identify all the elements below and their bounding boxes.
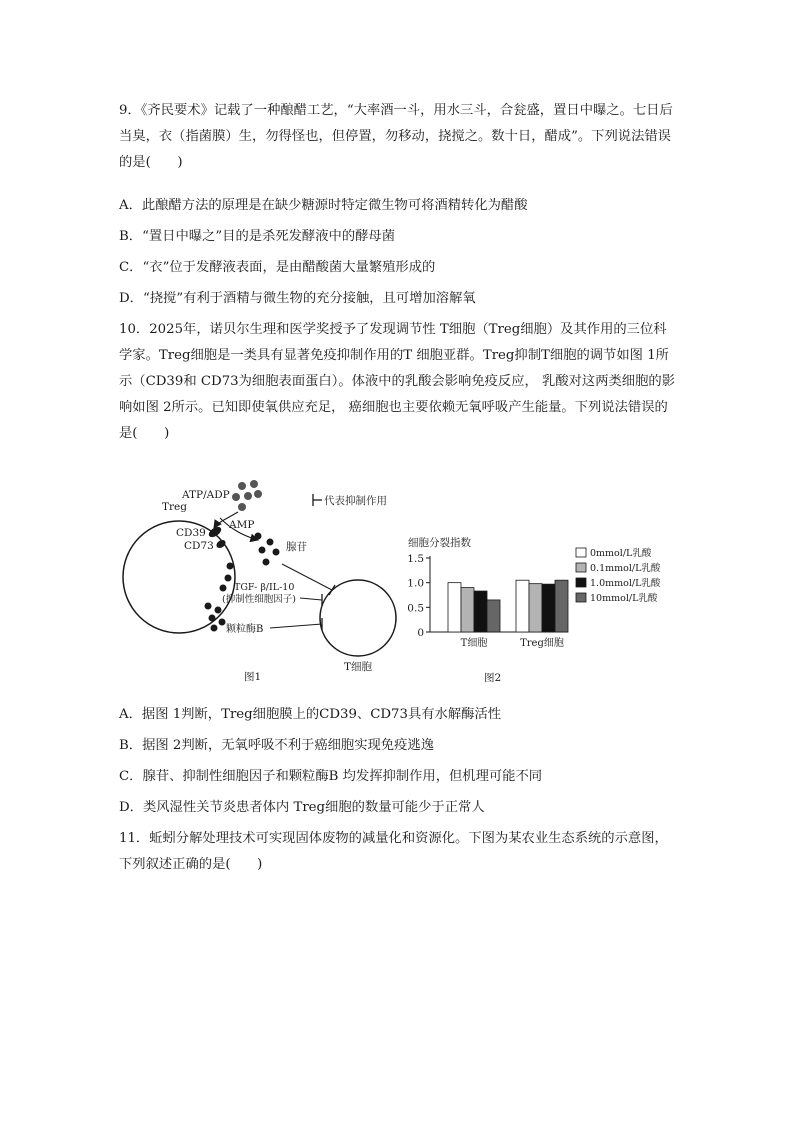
t-cell-label: T细胞 xyxy=(344,661,373,673)
q10-option-d: D．类风湿性关节炎患者体内 Treg细胞的数量可能少于正常人 xyxy=(119,800,485,815)
y-tick-label: 1.5 xyxy=(407,553,424,565)
legend-swatch xyxy=(576,563,586,572)
bar xyxy=(529,584,542,632)
y-tick-label: 0.5 xyxy=(407,602,424,615)
granzyme-inhibit-line xyxy=(270,624,322,628)
q10-option-c: C．腺苷、抑制性细胞因子和颗粒酶B 均发挥抑制作用，但机理可能不同 xyxy=(119,769,543,784)
q9-option-b: B．“置日中曝之”目的是杀死发酵液中的酵母菌 xyxy=(119,229,396,244)
treg-label: Treg xyxy=(162,501,187,513)
cytokine-inhibit-line xyxy=(300,598,322,600)
amp-label: AMP xyxy=(229,519,255,531)
category-label: Treg细胞 xyxy=(520,638,564,649)
y-tick-label: 1.0 xyxy=(407,577,424,590)
bar xyxy=(474,591,487,632)
legend-swatch xyxy=(576,548,586,557)
bar xyxy=(461,588,474,632)
q10-option-b: B．据图 2判断，无氧呼吸不利于癌细胞实现免疫逃逸 xyxy=(119,738,434,753)
y-axis-label: 细胞分裂指数 xyxy=(408,537,471,549)
y-tick-label: 0 xyxy=(417,627,424,639)
bar xyxy=(487,600,500,632)
atp-molecules xyxy=(232,480,262,511)
inhibition-legend: 代表抑制作用 xyxy=(324,495,387,507)
granzyme-molecules xyxy=(205,603,226,632)
bar xyxy=(516,580,529,632)
legend-label: 0mmol/L乳酸 xyxy=(590,548,652,559)
bar xyxy=(542,584,555,632)
legend-label: 0.1mmol/L乳酸 xyxy=(590,563,661,574)
figure-1 xyxy=(110,470,410,690)
adenosine-molecules xyxy=(255,533,280,566)
adenosine-label: 腺苷 xyxy=(286,541,307,553)
q9-option-d: D．“挠搅”有利于酒精与微生物的充分接触，且可增加溶解氧 xyxy=(119,291,476,306)
q9-option-a: A．此酿醋方法的原理是在缺少糖源时特定微生物可将酒精转化为醋酸 xyxy=(119,198,528,213)
q9-stem: 9．《齐民要术》记载了一种酿醋工艺，“大率酒一斗，用水三斗，合瓮盛，置日中曝之。七日后当臭，衣（指菌膜）生，勿得怪也，但停置，勿移动，挠搅之。数十日，醋成”。下列说法错误的是( ) xyxy=(119,103,673,170)
tgf-note: (抑制性细胞因子) xyxy=(222,594,296,605)
cd73-label: CD73 xyxy=(184,540,214,552)
category-label: T细胞 xyxy=(460,638,488,649)
q10-stem: 10．2025年，诺贝尔生理和医学奖授予了发现调节性 T细胞（Treg细胞）及其作用的三位科学家。Treg细胞是一类具有显著免疫抑制作用的T 细胞亚群。Treg抑制T细胞的调节如图 1所示（CD39和 CD73为细胞表面蛋白）。体液中的乳酸会影响免疫反应， 乳酸对这两类细胞的影响如图 2所示。已知即使氧供应充足， 癌细胞也主要依赖无氧呼吸产生能量。下列说法错误的是( ) xyxy=(119,322,675,441)
figure-2-caption: 图2 xyxy=(484,672,502,684)
t-cell xyxy=(320,580,396,656)
figure-1-caption: 图1 xyxy=(244,671,262,683)
bar xyxy=(448,583,461,632)
figure-2-chart xyxy=(402,528,692,688)
cytokine-molecules xyxy=(220,563,234,592)
bar xyxy=(555,580,568,632)
tgf-label: TGF- β/IL-10 xyxy=(234,582,295,593)
q10-option-a: A．据图 1判断，Treg细胞膜上的CD39、CD73具有水解酶活性 xyxy=(119,707,502,722)
legend-label: 10mmol/L乳酸 xyxy=(590,593,658,604)
cd39-label: CD39 xyxy=(176,527,206,539)
granzyme-label: 颗粒酶B xyxy=(226,624,264,635)
legend-swatch xyxy=(576,578,586,587)
q9-option-c: C．“衣”位于发酵液表面，是由醋酸菌大量繁殖形成的 xyxy=(119,260,436,275)
legend-swatch xyxy=(576,593,586,602)
atp-adp-label: ATP/ADP xyxy=(182,489,230,501)
q11-stem: 11．蚯蚓分解处理技术可实现固体废物的减量化和资源化。下图为某农业生态系统的示意图，下列叙述正确的是( ) xyxy=(119,831,668,872)
legend-label: 1.0mmol/L乳酸 xyxy=(590,578,661,589)
